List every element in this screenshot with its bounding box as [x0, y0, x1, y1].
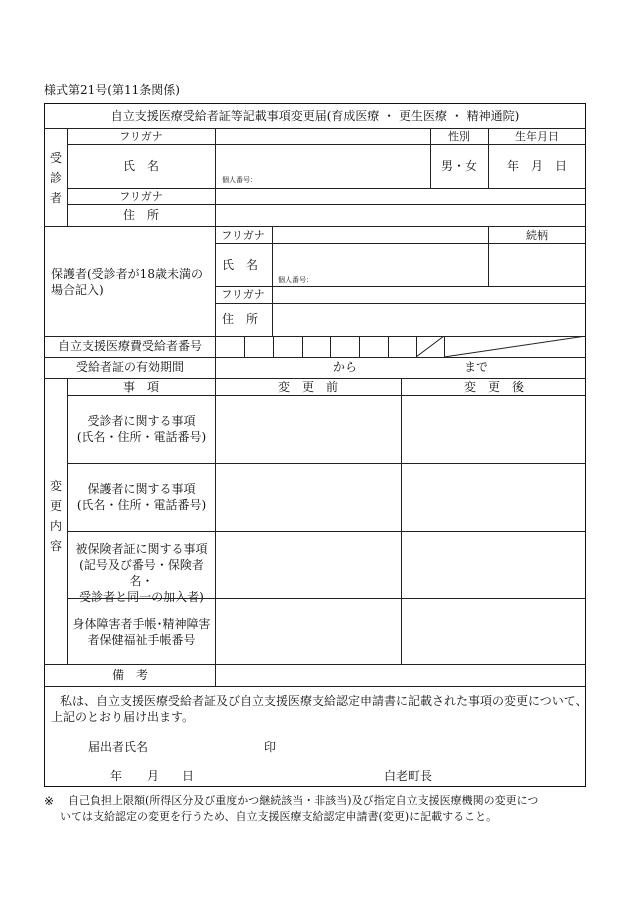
patient-name-label: 氏 名: [122, 159, 160, 173]
relationship-header: 続柄: [526, 229, 548, 242]
patient-side-label: 受 診 者: [50, 151, 63, 205]
validity-label: 受給者証の有効期間: [75, 360, 185, 374]
applicant-name-field[interactable]: [160, 737, 260, 755]
birthdate-header: 生年月日: [515, 130, 559, 143]
gender-options[interactable]: 男・女: [440, 159, 478, 173]
relationship-field[interactable]: [489, 244, 585, 285]
recipient-number-field[interactable]: [216, 337, 415, 356]
note-line1: 自己負担上限額(所得区分及び重度かつ継続該当・非該当)及び指定自立支援医療機関の変更につ: [68, 794, 539, 807]
change-before-field-4[interactable]: [216, 599, 400, 663]
guardian-furigana-label: フリガナ: [221, 229, 265, 242]
note-line2: いては支給認定の変更を行うため、自立支援医療支給認定申請書(変更)に記載すること。: [60, 810, 498, 823]
recipient-number-label: 自立支援医療費受給者番号: [57, 339, 203, 353]
guardian-individual-number-label: 個人番号：: [278, 276, 313, 284]
guardian-address-label: 住 所: [222, 312, 259, 326]
changes-header-before: 変 更 前: [277, 380, 339, 394]
change-before-field-1[interactable]: [216, 396, 400, 462]
birthdate-field[interactable]: 年 月 日: [506, 159, 568, 173]
change-item-insurance: 被保険者証に関する事項 (記号及び番号・保険者名・ 受診者と同一の加入者): [75, 542, 208, 604]
changes-side-label: 変 更 内 容: [50, 479, 63, 553]
change-after-field-3[interactable]: [402, 532, 585, 597]
guardian-name-field[interactable]: [273, 244, 487, 285]
recipient-number-slash-lines: [416, 336, 586, 358]
change-item-certificate: 身体障害者手帳･精神障害 者保健福祉手帳番号: [72, 617, 211, 647]
validity-period-field[interactable]: [216, 358, 585, 377]
note-mark: ※: [44, 794, 55, 808]
date-day: 日: [182, 769, 195, 783]
patient-furigana-label: フリガナ: [119, 130, 163, 143]
validity-from-label: から: [332, 360, 358, 374]
guardian-address-furigana-label: フリガナ: [221, 288, 265, 301]
declaration-line2: 上記のとおり届け出ます。: [51, 710, 195, 724]
form-number: 様式第21号(第11条関係): [44, 83, 180, 97]
guardian-address-field[interactable]: [273, 304, 585, 335]
change-item-patient: 受診者に関する事項 (氏名・住所・電話番号): [76, 414, 207, 444]
patient-address-label: 住 所: [122, 208, 160, 222]
guardian-label-line1: 保護者(受診者が18歳未満の: [51, 267, 203, 281]
date-year: 年: [110, 769, 123, 783]
change-item-guardian: 保護者に関する事項 (氏名・住所・電話番号): [76, 482, 207, 512]
change-after-field-4[interactable]: [402, 599, 585, 663]
addressee: 白老町長: [384, 769, 433, 783]
patient-address-field[interactable]: [216, 205, 585, 225]
change-before-field-3[interactable]: [216, 532, 400, 597]
changes-header-after: 変 更 後: [463, 380, 525, 394]
validity-to-label: まで: [463, 360, 489, 374]
date-field[interactable]: [80, 766, 195, 784]
patient-individual-number-label: 個人番号：: [222, 176, 257, 184]
seal-label: 印: [264, 740, 277, 754]
date-month: 月: [147, 769, 160, 783]
declaration-line1: 私は、自立支援医療受給者証及び自立支援医療支給認定申請書に記載された事項の変更について、: [60, 694, 588, 708]
remarks-label: 備 考: [111, 668, 149, 682]
remarks-field[interactable]: [216, 665, 585, 685]
patient-address-furigana-label: フリガナ: [119, 190, 163, 203]
change-after-field-2[interactable]: [402, 464, 585, 530]
patient-name-field[interactable]: [216, 145, 429, 187]
gender-header: 性別: [448, 130, 470, 143]
guardian-label-line2: 場合記入): [51, 283, 104, 297]
changes-header-item: 事 項: [122, 380, 160, 394]
form-title: 自立支援医療受給者証等記載事項変更届(育成医療 ・ 更生医療 ・ 精神通院): [110, 109, 520, 123]
guardian-name-label: 氏 名: [222, 258, 259, 272]
applicant-name-label: 届出者氏名: [88, 740, 149, 754]
change-before-field-2[interactable]: [216, 464, 400, 530]
change-after-field-1[interactable]: [402, 396, 585, 462]
